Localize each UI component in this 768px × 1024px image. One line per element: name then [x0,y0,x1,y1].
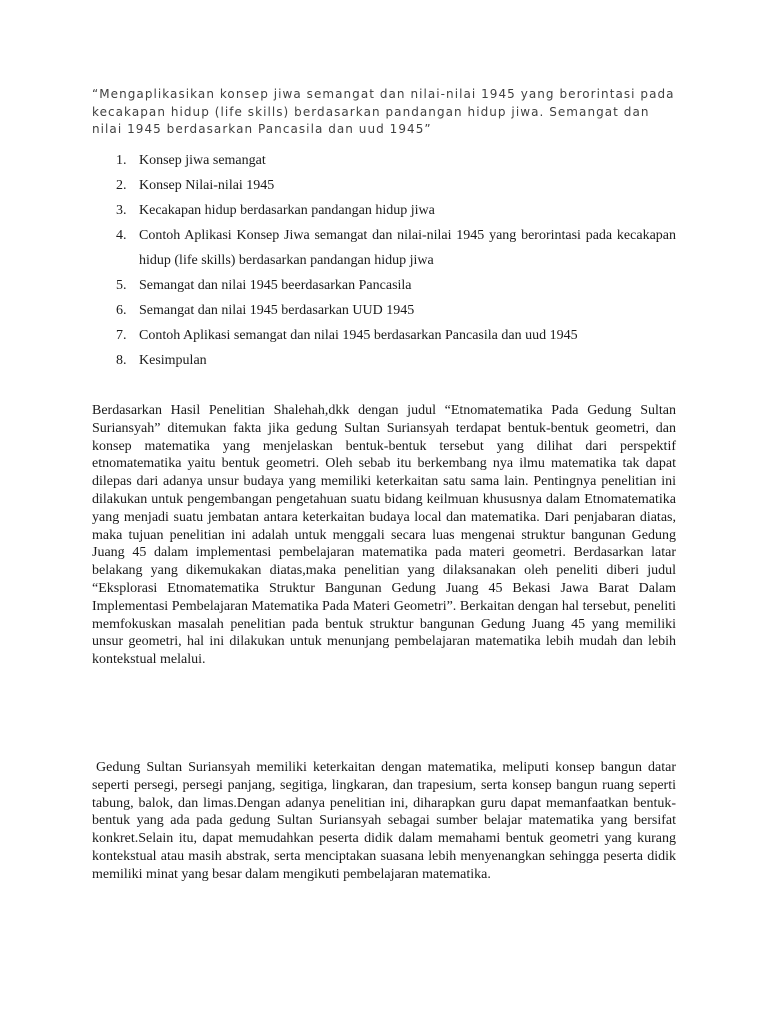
list-item-text: Kecakapan hidup berdasarkan pandangan hidup jiwa [139,203,435,218]
list-number: 8. [116,353,127,368]
list-number: 1. [116,153,127,168]
list-number: 2. [116,178,127,193]
list-item-text: Kesimpulan [139,353,207,368]
list-item [92,173,676,198]
list-item [92,348,676,373]
list-item [92,323,676,348]
topic-list [92,148,676,373]
document-heading: “Mengaplikasikan konsep jiwa semangat dan nilai-nilai 1945 yang berorintasi pada kecakapan hidup (life skills) berdasarkan pandangan hidup jiwa. Semangat dan nilai 1945 berdasarkan Pancasila dan uud 1945” [92,87,675,136]
list-item-text: Semangat dan nilai 1945 beerdasarkan Pancasila [139,278,412,293]
list-item [92,148,676,173]
list-item-text: Semangat dan nilai 1945 berdasarkan UUD 1945 [139,303,415,318]
list-item [92,298,676,323]
list-item-text: Konsep jiwa semangat [139,153,266,168]
list-item-text: Contoh Aplikasi Konsep Jiwa semangat dan nilai-nilai 1945 yang berorintasi pada kecakapan hidup (life skills) berdasarkan pandangan hidup jiwa [139,228,676,268]
list-item [92,198,676,223]
list-item-text: Konsep Nilai-nilai 1945 [139,178,275,193]
list-item [92,223,676,273]
body-paragraph-1: Berdasarkan Hasil Penelitian Shalehah,dkk dengan judul “Etnomatematika Pada Gedung Sultan Suriansyah” ditemukan fakta jika gedung Sultan Suriansyah terdapat bentuk-bentuk geometri, dan konsep matematika yang menjelaskan bentuk-bentuk tersebut yang dilihat dari perspektif etnomatematika yaitu bentuk geometri. Oleh sebab itu berkembang nya ilmu matematika tak dapat dilepas dari adanya unsur budaya yang memiliki keterkaitan satu sama lain. Pentingnya penelitian ini dilakukan untuk pengembangan pengetahuan suatu bidang keilmuan khususnya dalam Etnomatematika yang menjadi suatu jembatan antara keterkaitan budaya local dan matematika. Dari penjabaran diatas, maka tujuan penelitian ini adalah untuk menggali secara luas mengenai struktur bangunan Gedung Juang 45 dalam implementasi pembelajaran matematika pada materi geometri. Berdasarkan latar belakang yang dikemukakan diatas,maka penelitian yang dilaksanakan oleh peneliti diberi judul “Eksplorasi Etnomatematika Struktur Bangunan Gedung Juang 45 Bekasi Jawa Barat Dalam Implementasi Pembelajaran Matematika Pada Materi Geometri”. Berkaitan dengan hal tersebut, peneliti memfokuskan masalah penelitian pada bentuk struktur bangunan Gedung Juang 45 yang memiliki unsur geometri, hal ini dilakukan untuk menunjang pembelajaran matematika lebih mudah dan lebih kontekstual melalui. [92,403,676,668]
body-paragraph-2: Gedung Sultan Suriansyah memiliki keterkaitan dengan matematika, meliputi konsep bangun datar seperti persegi, persegi panjang, segitiga, lingkaran, dan trapesium, serta konsep bangun ruang seperti tabung, balok, dan limas.Dengan adanya penelitian ini, diharapkan guru dapat memanfaatkan bentuk-bentuk yang ada pada gedung Sultan Suriansyah sebagai sumber belajar matematika yang bersifat konkret.Selain itu, dapat memudahkan peserta didik dalam memahami bentuk geometri yang kurang kontekstual atau masih abstrak, serta menciptakan suasana lebih menyenangkan sehingga peserta didik memiliki minat yang besar dalam mengikuti pembelajaran matematika. [92,760,676,882]
list-number: 6. [116,303,127,318]
list-number: 3. [116,203,127,218]
list-item-text: Contoh Aplikasi semangat dan nilai 1945 berdasarkan Pancasila dan uud 1945 [139,328,578,343]
list-number: 5. [116,278,127,293]
list-number: 7. [116,328,127,343]
list-number: 4. [116,228,127,243]
list-item [92,273,676,298]
